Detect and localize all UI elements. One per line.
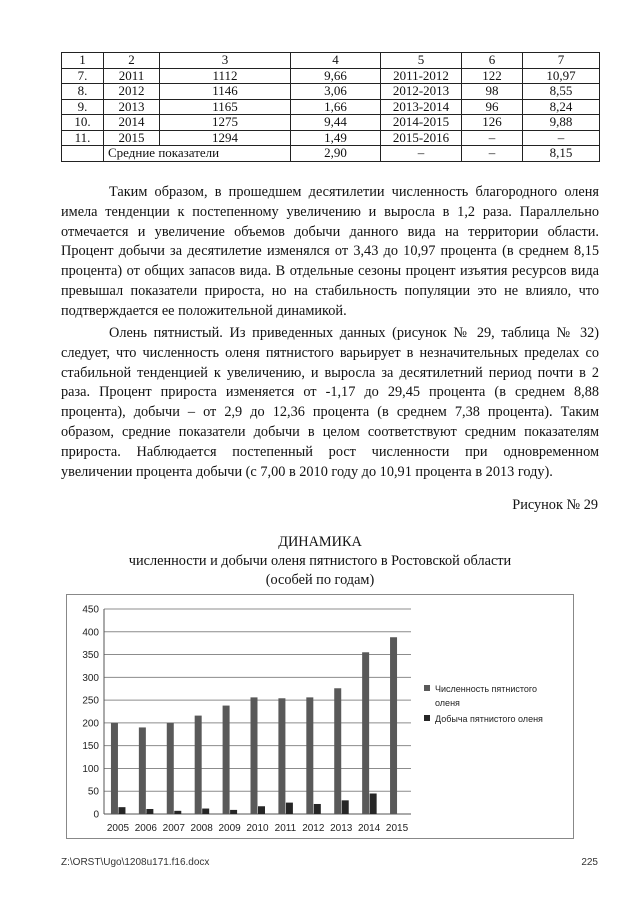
table-cell: 2014-2015 [381, 115, 462, 131]
bar [230, 810, 237, 814]
bar [370, 794, 377, 815]
bar [195, 716, 202, 814]
bar [118, 807, 125, 814]
bar [111, 723, 118, 814]
table-cell: 2013 [104, 99, 160, 115]
page-number: 225 [581, 857, 598, 868]
table-row [62, 115, 600, 131]
legend-swatch [424, 715, 430, 721]
bar [314, 804, 321, 814]
figure-label: Рисунок № 29 [512, 497, 598, 513]
x-tick-label: 2014 [358, 823, 381, 834]
legend-label: Добыча пятнистого оленя [435, 714, 543, 724]
paragraph-red-deer: Таким образом, в прошедшем десятилетии численность благородного оленя имела тенденции к постепенному увеличению и выросла в 1,2 раза. Параллельно отмечается и увеличение объемов добычи данного вида на территории области. Процент добычи за десятилетие изменялся от 3,43 до 10,97 процента (в среднем 8,15 процента) от общих запасов вида. В отдельные сезоны процент изъятия ресурсов вида превышал показатели прироста, но на стабильность популяции это не влияло, что подтверждается ее положительной динамикой. [61, 184, 599, 319]
paragraph-sika-deer: Олень пятнистый. Из приведенных данных (рисунок № 29, таблица № 32) следует, что численность оленя пятнистого варьирует в незначительных пределах со стабильной тенденцией к увеличению, и выросла за десятилетний период почти в 2 раза. Процент прироста изменяется от -1,17 до 29,45 процента (в среднем 8,88 процента), добычи – от 2,9 до 12,36 процента (в среднем 7,38 процента). Таким образом, средние показатели добычи в целом соответствуют средним показателям прироста. Наблюдается постепенный рост численности при одновременном увеличении процента добычи (с 7,00 в 2010 году до 10,91 процента в 2013 году). [61, 325, 599, 480]
x-tick-label: 2006 [134, 823, 157, 834]
y-tick-label: 300 [82, 672, 99, 684]
table-cell: 8,24 [523, 99, 600, 115]
data-table [61, 52, 600, 162]
table-cell: 122 [462, 68, 523, 84]
table-cell: 1275 [160, 115, 291, 131]
table-cell: 10. [62, 115, 104, 131]
table-cell: 126 [462, 115, 523, 131]
bar [174, 811, 181, 814]
table-cell: 1,49 [291, 130, 381, 146]
table-summary-row [62, 146, 600, 162]
table-cell: 2014 [104, 115, 160, 131]
header-cell: 6 [462, 53, 523, 69]
table-cell: 1112 [160, 68, 291, 84]
table-row [62, 68, 600, 84]
y-tick-label: 400 [82, 627, 99, 639]
y-tick-label: 250 [82, 695, 99, 707]
table-cell: 2012-2013 [381, 84, 462, 100]
summary-label: Средние показатели [104, 146, 291, 162]
x-tick-label: 2009 [218, 823, 241, 834]
table-cell: – [523, 130, 600, 146]
table-cell: 7. [62, 68, 104, 84]
bar [390, 637, 397, 814]
table-cell: – [381, 146, 462, 162]
header-cell: 3 [160, 53, 291, 69]
table-cell: 1146 [160, 84, 291, 100]
table-cell: 8,15 [523, 146, 600, 162]
table-row [62, 130, 600, 146]
bar [251, 697, 258, 814]
y-tick-label: 0 [93, 809, 99, 821]
bar [223, 706, 230, 814]
table-cell: – [462, 130, 523, 146]
table-cell: 2,90 [291, 146, 381, 162]
table-cell: 2013-2014 [381, 99, 462, 115]
bar [334, 688, 341, 814]
y-tick-label: 150 [82, 741, 99, 753]
x-tick-label: 2013 [330, 823, 353, 834]
table-cell: 10,97 [523, 68, 600, 84]
y-tick-label: 200 [82, 718, 99, 730]
table-cell [62, 146, 104, 162]
table-cell: 11. [62, 130, 104, 146]
table-cell: 9,44 [291, 115, 381, 131]
chart-units: (особей по годам) [265, 572, 375, 588]
header-cell: 4 [291, 53, 381, 69]
bar [278, 698, 285, 814]
table-cell: 9,88 [523, 115, 600, 131]
x-tick-label: 2011 [274, 823, 297, 834]
table-cell: 2011 [104, 68, 160, 84]
header-cell: 2 [104, 53, 160, 69]
bar [146, 809, 153, 814]
bar [139, 727, 146, 814]
y-tick-label: 350 [82, 650, 99, 662]
bar [167, 723, 174, 814]
table-cell: 8,55 [523, 84, 600, 100]
bar [202, 809, 209, 814]
table-cell: 2015 [104, 130, 160, 146]
x-tick-label: 2007 [162, 823, 185, 834]
header-cell: 5 [381, 53, 462, 69]
y-tick-label: 450 [82, 604, 99, 616]
x-tick-label: 2015 [385, 823, 409, 834]
bar-chart [66, 594, 574, 839]
chart-title: ДИНАМИКА [278, 534, 362, 550]
bar [362, 652, 369, 814]
footer-file-path: Z:\ORST\Ugo\1208u171.f16.docx [61, 857, 210, 868]
table-cell: 2012 [104, 84, 160, 100]
table-cell: 2015-2016 [381, 130, 462, 146]
table-cell: 2011-2012 [381, 68, 462, 84]
header-cell: 1 [62, 53, 104, 69]
chart-subtitle: численности и добычи оленя пятнистого в Ростовской области [128, 553, 512, 569]
legend-swatch [424, 685, 430, 691]
x-tick-label: 2008 [190, 823, 213, 834]
table-cell: 9,66 [291, 68, 381, 84]
bar [286, 803, 293, 814]
table-header-row [62, 53, 600, 69]
table-cell: – [462, 146, 523, 162]
table-cell: 3,06 [291, 84, 381, 100]
table-row [62, 99, 600, 115]
y-tick-label: 50 [87, 786, 99, 798]
bar [258, 806, 265, 814]
y-tick-label: 100 [82, 763, 99, 775]
table-cell: 8. [62, 84, 104, 100]
table-cell: 1294 [160, 130, 291, 146]
table-cell: 98 [462, 84, 523, 100]
table-cell: 9. [62, 99, 104, 115]
x-tick-label: 2012 [302, 823, 325, 834]
legend-label: оленя [435, 698, 460, 708]
bar [342, 800, 349, 814]
table-cell: 1,66 [291, 99, 381, 115]
header-cell: 7 [523, 53, 600, 69]
legend-label: Численность пятнистого [435, 684, 538, 694]
table-cell: 1165 [160, 99, 291, 115]
table-row [62, 84, 600, 100]
table-cell: 96 [462, 99, 523, 115]
x-tick-label: 2010 [246, 823, 269, 834]
bar [306, 697, 313, 814]
x-tick-label: 2005 [106, 823, 130, 834]
